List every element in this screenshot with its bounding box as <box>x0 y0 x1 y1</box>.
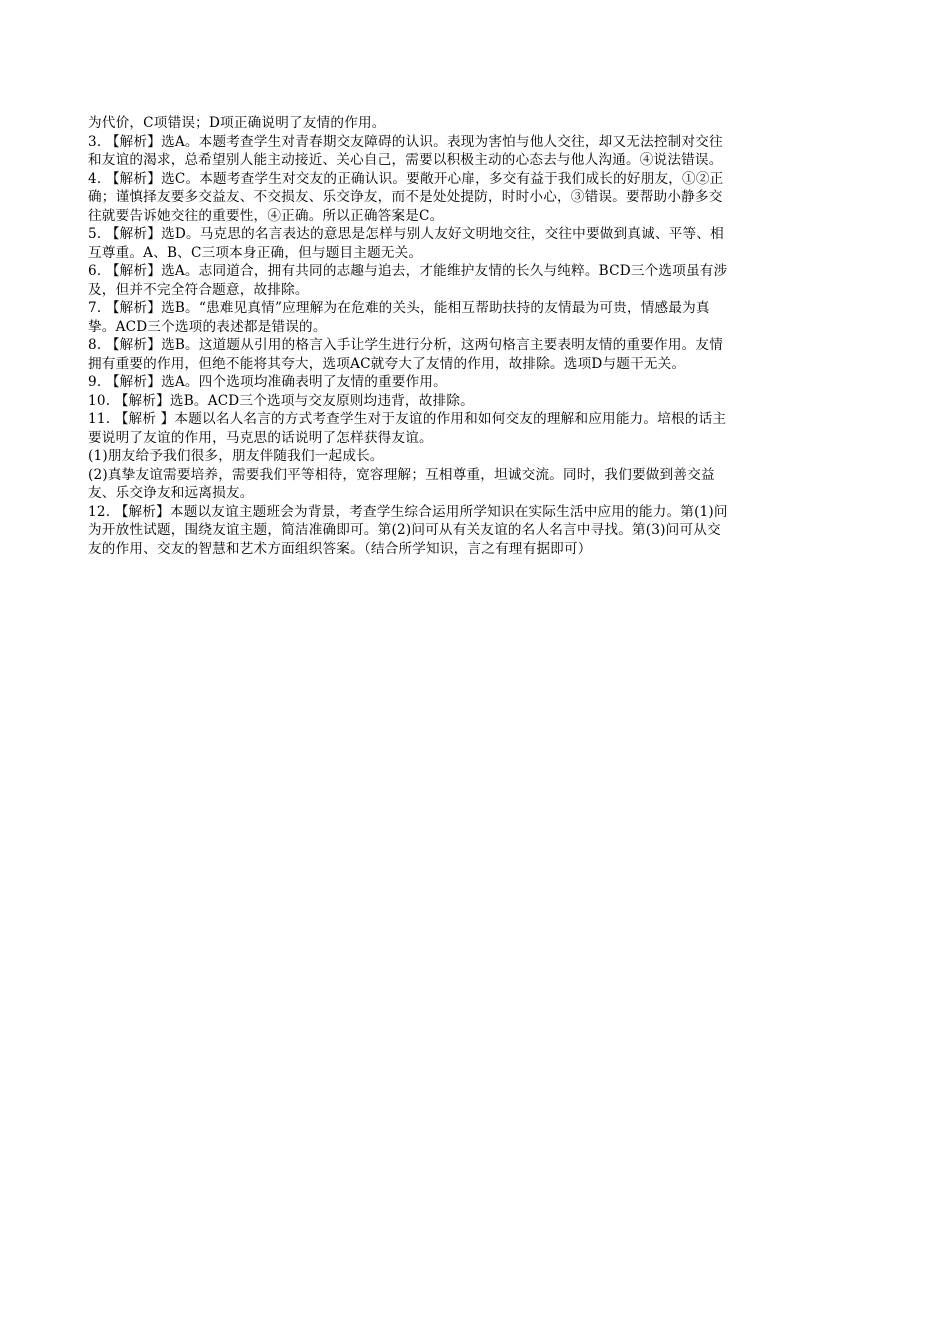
text-line: 6. 【解析】选A。志同道合，拥有共同的志趣与追去，才能维护友情的长久与纯粹。BCD三个选项虽有涉 <box>88 263 728 279</box>
text-line: 友、乐交诤友和远离损友。 <box>88 485 254 501</box>
text-line: 7. 【解析】选B。“患难见真情”应理解为在危难的关头，能相互帮助扶持的友情最为可贵，情感最为真 <box>88 300 710 316</box>
text-line: 11. 【解析 】本题以名人名言的方式考查学生对于友谊的作用和如何交友的理解和应用能力。培根的话主 <box>88 411 727 427</box>
text-line: 12. 【解析】本题以友谊主题班会为背景，考查学生综合运用所学知识在实际生活中应用的能力。第(1)问 <box>88 503 728 520</box>
text-line: 4. 【解析】选C。本题考查学生对交友的正确认识。要敞开心扉，多交有益于我们成长的好朋友，①②正 <box>88 170 724 187</box>
text-line: 5. 【解析】选D。马克思的名言表达的意思是怎样与别人友好文明地交往，交往中要做到真诚、平等、相 <box>88 226 724 242</box>
text-line: 互尊重。A、B、C三项本身正确，但与题目主题无关。 <box>88 244 423 261</box>
text-line: 确；谨慎择友要多交益友、不交损友、乐交诤友，而不是处处提防，时时小心，③错误。要帮助小静多交 <box>88 189 723 205</box>
text-line: 要说明了友谊的作用，马克思的话说明了怎样获得友谊。 <box>88 429 433 446</box>
text-line: 为开放性试题，围绕友谊主题，简洁准确即可。第(2)问可从有关友谊的名人名言中寻找。第(3)问可从交 <box>88 522 721 538</box>
text-line: (2)真挚友谊需要培养，需要我们平等相待，宽容理解；互相尊重，坦诚交流。同时，我们要做到善交益 <box>88 466 715 483</box>
text-line: 和友谊的渴求，总希望别人能主动接近、关心自己，需要以积极主动的心态去与他人沟通。④说法错误。 <box>88 152 723 168</box>
text-line: 友的作用、交友的智慧和艺术方面组织答案。（结合所学知识，言之有理有据即可） <box>88 540 592 557</box>
text-line: 10. 【解析】选B。ACD三个选项与交友原则均违背，故排除。 <box>88 392 474 409</box>
text-line: 往就要告诉她交往的重要性，④正确。所以正确答案是C。 <box>88 207 444 224</box>
text-line: (1)朋友给予我们很多，朋友伴随我们一起成长。 <box>88 448 384 464</box>
text-line: 9. 【解析】选A。四个选项均准确表明了友情的重要作用。 <box>88 374 447 390</box>
text-line: 拥有重要的作用，但绝不能将其夸大，选项AC就夸大了友情的作用，故排除。选项D与题干无关。 <box>88 355 686 372</box>
answer-document <box>88 114 868 558</box>
text-line: 挚。ACD三个选项的表述都是错误的。 <box>88 318 327 335</box>
text-line: 及，但并不完全符合题意，故排除。 <box>88 281 309 298</box>
text-line: 8. 【解析】选B。这道题从引用的格言入手让学生进行分析，这两句格言主要表明友情的重要作用。友情 <box>88 337 724 353</box>
text-line: 3. 【解析】选A。本题考查学生对青春期交友障碍的认识。表现为害怕与他人交往，却又无法控制对交往 <box>88 133 723 150</box>
text-line: 为代价，C项错误；D项正确说明了友情的作用。 <box>88 115 386 131</box>
